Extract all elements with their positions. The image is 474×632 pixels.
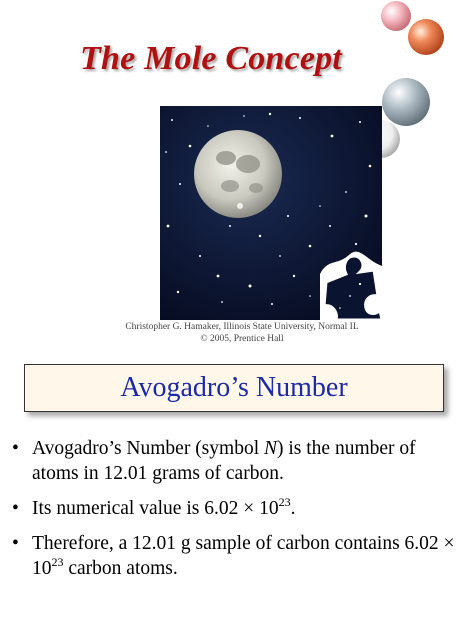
bullet-item: [12, 436, 462, 486]
bullet-item: [12, 531, 462, 581]
slide-title: The Mole Concept: [80, 40, 342, 77]
bullet-marker: •: [12, 438, 19, 459]
gray-sphere: [382, 78, 430, 126]
bullet-text: ) is the number of atoms in 12.01 grams of carbon.: [32, 438, 416, 484]
credit-line-copyright: © 2005, Prentice Hall: [200, 334, 284, 344]
section-heading: Avogadro’s Number: [120, 372, 348, 403]
moon-starfield-image: [160, 106, 382, 320]
symbol-n: N: [263, 438, 277, 459]
bullet-text: .: [290, 498, 296, 519]
bullet-text: Avogadro’s Number (symbol: [32, 438, 264, 459]
exponent: 23: [278, 495, 291, 509]
bullet-marker: •: [12, 498, 19, 519]
heading-banner: [24, 364, 444, 412]
bullet-text: carbon atoms.: [63, 558, 178, 579]
bullet-item: [12, 496, 462, 521]
exponent: 23: [51, 555, 64, 569]
bullet-text: Its numerical value is 6.02 × 10: [32, 498, 279, 519]
moon: [194, 130, 282, 218]
bullet-text: Therefore, a 12.01 g sample of carbon contains 6.02 × 10: [32, 533, 455, 579]
bullet-marker: •: [12, 533, 19, 554]
orange-sphere: [408, 19, 444, 55]
pink-sphere: [381, 1, 411, 31]
bullet-list: [12, 436, 462, 591]
credit-line-author: Christopher G. Hamaker, Illinois State University, Normal IL: [125, 322, 359, 332]
